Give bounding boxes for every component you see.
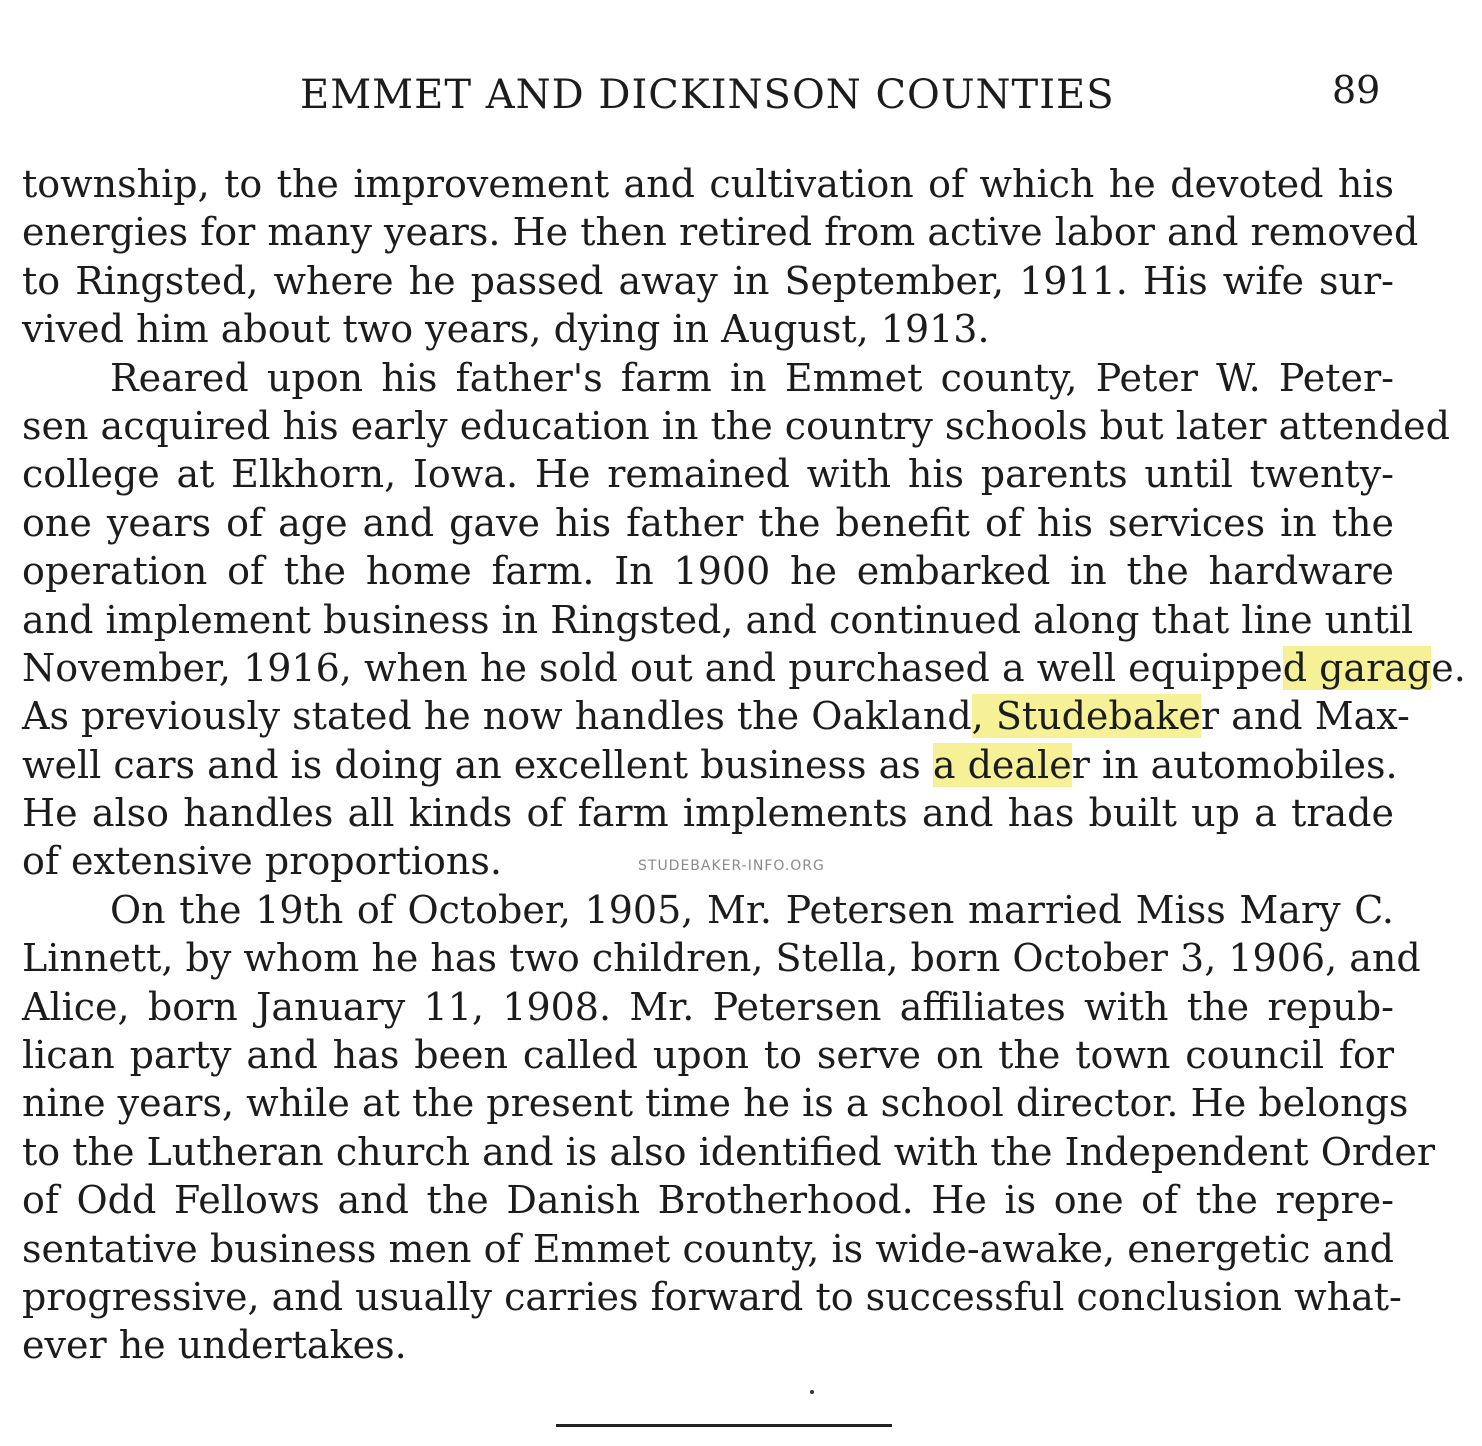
highlighted-text: a deale xyxy=(932,742,1072,787)
text-line: Linnett, by whom he has two children, Stella, born October 3, 1906, and xyxy=(22,936,1421,981)
line-text: well cars and is doing an excellent business as xyxy=(22,742,933,787)
text-line: of extensive proportions. xyxy=(22,839,502,884)
paragraph-start-line: On the 19th of October, 1905, Mr. Petersen married Miss Mary C. xyxy=(110,887,1394,932)
highlighted-text: d garag xyxy=(1282,645,1432,690)
text-line: operation of the home farm. In 1900 he embarked in the hardware xyxy=(22,549,1394,594)
line-text: November, 1916, when he sold out and purchased a well equippe xyxy=(22,645,1283,690)
text-line: to the Lutheran church and is also identified with the Independent Order xyxy=(22,1129,1436,1174)
line-text: r in automobiles. xyxy=(1071,742,1398,787)
line-text: e. xyxy=(1431,645,1466,690)
text-line: lican party and has been called upon to serve on the town council for xyxy=(22,1033,1394,1078)
text-line: nine years, while at the present time he is a school director. He belongs xyxy=(22,1081,1409,1126)
line-text: As previously stated he now handles the Oakland xyxy=(22,694,972,739)
running-head: EMMET AND DICKINSON COUNTIES xyxy=(300,72,1115,118)
text-line: of Odd Fellows and the Danish Brotherhood. He is one of the repre- xyxy=(22,1178,1394,1223)
page-number: 89 xyxy=(1332,68,1381,112)
watermark: STUDEBAKER-INFO.ORG xyxy=(638,858,825,874)
text-line: progressive, and usually carries forward to successful conclusion what- xyxy=(22,1274,1402,1319)
highlighted-text: , Studebake xyxy=(971,694,1201,739)
ink-dot xyxy=(810,1390,814,1394)
text-line: ever he undertakes. xyxy=(22,1323,407,1368)
body-text xyxy=(22,160,1466,1370)
text-line: college at Elkhorn, Iowa. He remained with his parents until twenty- xyxy=(22,452,1394,497)
text-line: vived him about two years, dying in August, 1913. xyxy=(22,307,990,352)
section-end-rule xyxy=(556,1424,892,1427)
text-line: sen acquired his early education in the country schools but later attended xyxy=(22,403,1450,448)
highlighted-line xyxy=(22,692,1410,740)
paragraph-start-line: Reared upon his father's farm in Emmet county, Peter W. Peter- xyxy=(110,355,1394,400)
highlighted-line xyxy=(22,644,1466,692)
text-line: Alice, born January 11, 1908. Mr. Petersen affiliates with the repub- xyxy=(22,984,1394,1029)
page-header xyxy=(0,68,1482,128)
text-line: energies for many years. He then retired from active labor and removed xyxy=(22,210,1419,255)
text-line: township, to the improvement and cultivation of which he devoted his xyxy=(22,162,1394,206)
text-line: He also handles all kinds of farm implements and has built up a trade xyxy=(22,791,1394,836)
text-line: to Ringsted, where he passed away in September, 1911. His wife sur- xyxy=(22,258,1394,303)
text-line: sentative business men of Emmet county, is wide-awake, energetic and xyxy=(22,1226,1394,1271)
line-text: r and Max- xyxy=(1200,694,1410,739)
text-line: one years of age and gave his father the benefit of his services in the xyxy=(22,500,1394,545)
highlighted-line xyxy=(22,741,1398,789)
text-line: and implement business in Ringsted, and continued along that line until xyxy=(22,597,1414,642)
